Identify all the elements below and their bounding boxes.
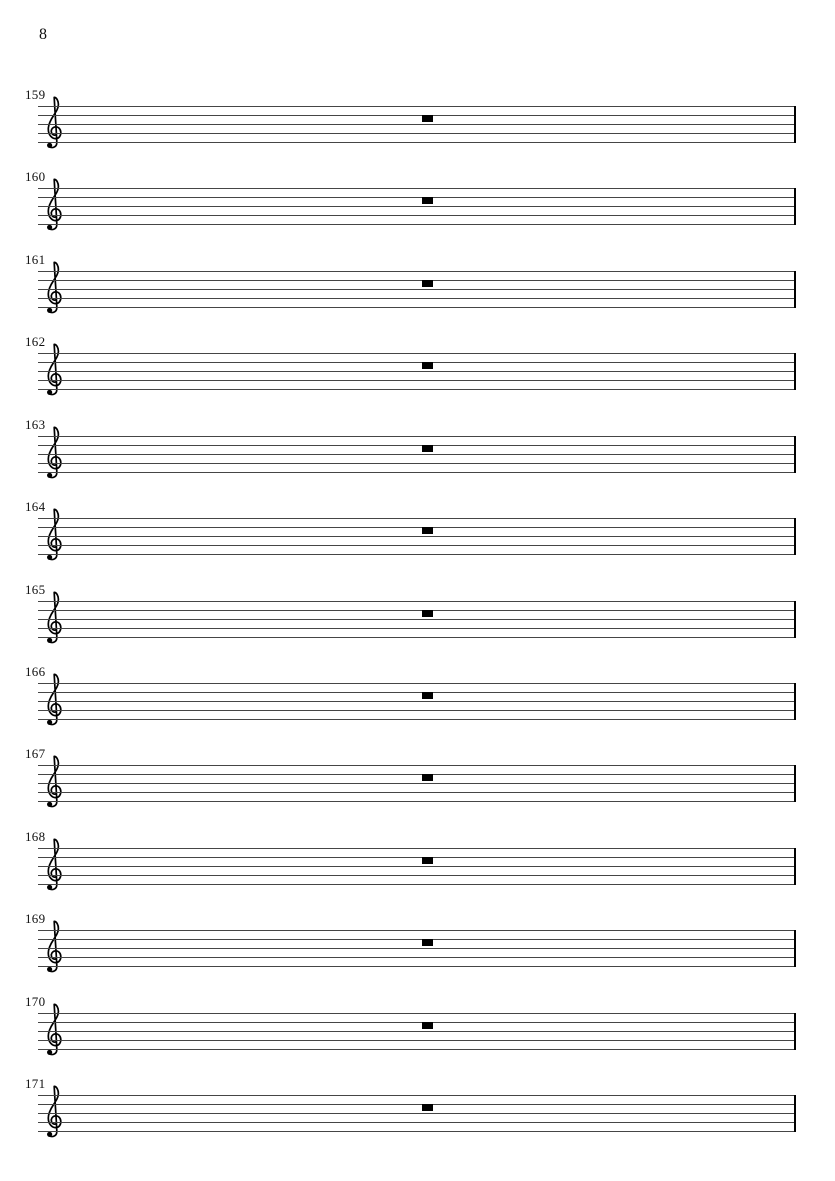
staff-system: [0, 416, 835, 488]
staff-line: [38, 133, 796, 134]
staff-line: [38, 106, 796, 107]
staff-line: [38, 966, 796, 967]
staff-line: [38, 792, 796, 793]
staff-line: [38, 930, 796, 931]
staff-line: [38, 1131, 796, 1132]
whole-rest-icon: [422, 115, 433, 122]
whole-rest-icon: [422, 1104, 433, 1111]
staff-system: [0, 993, 835, 1065]
staff-line: [38, 545, 796, 546]
staff-system: [0, 251, 835, 323]
staff-system: [0, 663, 835, 735]
staff-lines: [38, 1095, 796, 1132]
staff-line: [38, 710, 796, 711]
end-barline: [794, 518, 796, 555]
whole-rest-icon: [422, 774, 433, 781]
whole-rest-icon: [422, 857, 433, 864]
staff-line: [38, 875, 796, 876]
staff-lines: [38, 188, 796, 225]
staff-lines: [38, 765, 796, 802]
staff-line: [38, 1031, 796, 1032]
measure-number: 171: [25, 1076, 46, 1091]
staff-line: [38, 610, 796, 611]
staff-system: [0, 745, 835, 817]
staff-system: [0, 828, 835, 900]
staff-line: [38, 1013, 796, 1014]
end-barline: [794, 106, 796, 143]
staff-line: [38, 371, 796, 372]
staff-line: [38, 801, 796, 802]
staff-lines: [38, 1013, 796, 1050]
staff-lines: [38, 683, 796, 720]
end-barline: [794, 353, 796, 390]
whole-rest-icon: [422, 280, 433, 287]
measure-number: 167: [25, 746, 46, 762]
end-barline: [794, 683, 796, 720]
staff-line: [38, 224, 796, 225]
staff-line: [38, 939, 796, 940]
staff-line: [38, 1113, 796, 1114]
staff-line: [38, 601, 796, 602]
staff-line: [38, 280, 796, 281]
measure-number: 162: [25, 334, 46, 350]
measure-number: 161: [25, 251, 46, 267]
staff-line: [38, 637, 796, 638]
staff-line: [38, 536, 796, 537]
staff-line: [38, 628, 796, 629]
whole-rest-icon: [422, 197, 433, 204]
staff-lines: [38, 271, 796, 308]
staff-lines: [38, 353, 796, 390]
staff-line: [38, 701, 796, 702]
staff-line: [38, 1122, 796, 1123]
staff-line: [38, 454, 796, 455]
measure-number: 166: [25, 663, 46, 679]
end-barline: [794, 188, 796, 225]
staff-line: [38, 774, 796, 775]
end-barline: [794, 271, 796, 308]
staff-lines: [38, 436, 796, 473]
staff-line: [38, 1022, 796, 1023]
staff-line: [38, 115, 796, 116]
staff-line: [38, 215, 796, 216]
staff-line: [38, 206, 796, 207]
end-barline: [794, 1095, 796, 1132]
staff-line: [38, 518, 796, 519]
staff-line: [38, 948, 796, 949]
measure-number: 160: [25, 169, 46, 185]
end-barline: [794, 436, 796, 473]
end-barline: [794, 1013, 796, 1050]
staff-system: [0, 333, 835, 405]
staff-line: [38, 866, 796, 867]
measure-number: 168: [25, 828, 46, 844]
whole-rest-icon: [422, 692, 433, 699]
staff-line: [38, 1040, 796, 1041]
staff-line: [38, 1104, 796, 1105]
staff-line: [38, 692, 796, 693]
whole-rest-icon: [422, 362, 433, 369]
staff-line: [38, 619, 796, 620]
whole-rest-icon: [422, 1022, 433, 1029]
staff-line: [38, 765, 796, 766]
staff-line: [38, 957, 796, 958]
staff-line: [38, 472, 796, 473]
measure-number: 169: [25, 911, 46, 927]
staff-system: [0, 168, 835, 240]
whole-rest-icon: [422, 939, 433, 946]
end-barline: [794, 930, 796, 967]
staff-line: [38, 884, 796, 885]
staff-lines: [38, 930, 796, 967]
measure-number: 164: [25, 499, 46, 515]
staff-line: [38, 857, 796, 858]
staff-system: [0, 910, 835, 982]
staff-line: [38, 463, 796, 464]
staff-line: [38, 683, 796, 684]
staff-line: [38, 445, 796, 446]
staff-lines: [38, 518, 796, 555]
staff-lines: [38, 601, 796, 638]
staff-line: [38, 1049, 796, 1050]
staff-line: [38, 362, 796, 363]
staff-lines: [38, 848, 796, 885]
staff-line: [38, 848, 796, 849]
staff-line: [38, 307, 796, 308]
whole-rest-icon: [422, 445, 433, 452]
staff-line: [38, 289, 796, 290]
end-barline: [794, 848, 796, 885]
staff-line: [38, 783, 796, 784]
staff-line: [38, 554, 796, 555]
staff-system: [0, 1075, 835, 1147]
measure-number: 159: [25, 87, 46, 102]
staff-line: [38, 436, 796, 437]
whole-rest-icon: [422, 610, 433, 617]
staff-line: [38, 1095, 796, 1096]
staff-line: [38, 142, 796, 143]
end-barline: [794, 765, 796, 802]
staff-line: [38, 353, 796, 354]
measure-number: 170: [25, 993, 46, 1009]
staff-line: [38, 197, 796, 198]
staff-line: [38, 124, 796, 125]
whole-rest-icon: [422, 527, 433, 534]
staff-line: [38, 298, 796, 299]
measure-number: 165: [25, 581, 46, 597]
measure-number: 163: [25, 416, 46, 432]
staff-line: [38, 380, 796, 381]
staff-line: [38, 271, 796, 272]
staff-system: [0, 498, 835, 570]
staff-system: [0, 86, 835, 158]
staff-lines: [38, 106, 796, 143]
end-barline: [794, 601, 796, 638]
staff-line: [38, 719, 796, 720]
page-number: 8: [39, 26, 47, 43]
staff-line: [38, 527, 796, 528]
staff-system: [0, 581, 835, 653]
staff-line: [38, 188, 796, 189]
staff-line: [38, 389, 796, 390]
